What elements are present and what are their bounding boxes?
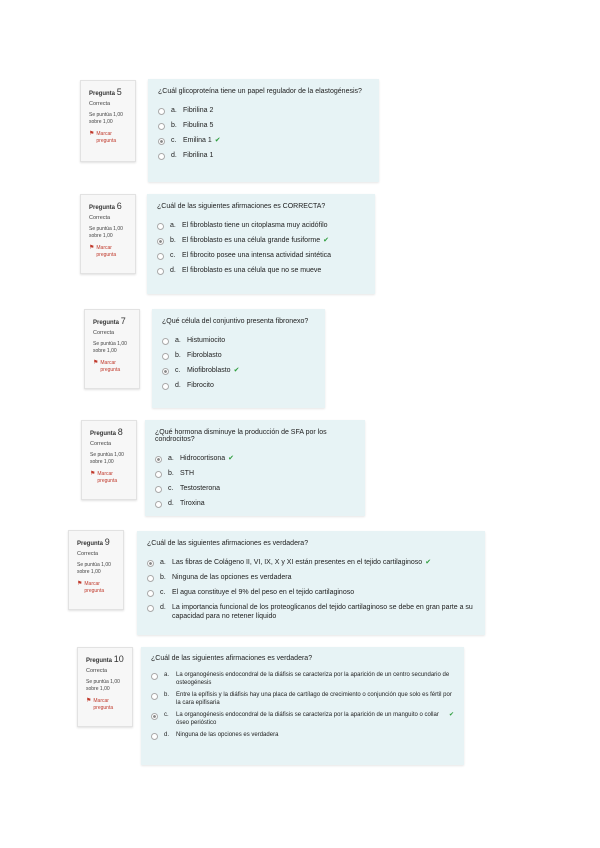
answer-option[interactable]: b. STH: [155, 469, 355, 478]
answer-option[interactable]: a. La organogénesis endocondral de la diáfisis se caracteriza por la aparición de un centro secundario de osteogénesis: [151, 671, 454, 687]
question-state: Correcta: [90, 441, 112, 447]
question-number: Pregunta 7: [93, 316, 126, 326]
question-content-7: [152, 309, 325, 408]
flag-icon: ⚑: [77, 581, 83, 587]
flag-question-button[interactable]: ⚑ Marcar pregunta: [77, 581, 105, 594]
answer-option[interactable]: b. Entre la epífisis y la diáfisis hay una placa de cartílago de crecimiento o conjunción que solo es fértil por la cara epifisaria: [151, 691, 454, 707]
question-state: Correcta: [89, 101, 111, 107]
answer-option[interactable]: c. La organogénesis endocondral de la diáfisis se caracteriza por la aparición de un manguito o collar óseo perióstico ✔: [151, 711, 454, 727]
flag-question-button[interactable]: ⚑ Marcar pregunta: [93, 360, 121, 373]
answer-option[interactable]: a. Hidrocortisona ✔: [155, 454, 355, 463]
flag-icon: ⚑: [93, 360, 99, 366]
question-text: ¿Qué célula del conjuntivo presenta fibronexo?: [162, 318, 309, 325]
question-number: Pregunta 10: [86, 654, 124, 664]
radio-button[interactable]: [155, 501, 162, 508]
radio-button-selected[interactable]: [157, 238, 164, 245]
radio-button[interactable]: [151, 673, 158, 680]
question-state: Correcta: [89, 215, 111, 221]
question-number: Pregunta 8: [90, 427, 123, 437]
question-info-7: [84, 309, 140, 389]
radio-button[interactable]: [147, 605, 154, 612]
answer-option[interactable]: a. El fibroblasto tiene un citoplasma muy acidófilo: [157, 221, 365, 230]
answer-option[interactable]: b. Ninguna de las opciones es verdadera: [147, 573, 475, 582]
flag-icon: ⚑: [89, 245, 95, 251]
question-content-10: [141, 647, 464, 765]
answer-option[interactable]: b. Fibroblasto: [162, 351, 315, 360]
flag-question-button[interactable]: ⚑ Marcar pregunta: [89, 131, 117, 144]
answer-option[interactable]: b. Fibulina 5: [158, 121, 369, 130]
question-text: ¿Cuál de las siguientes afirmaciones es verdadera?: [147, 540, 309, 547]
correct-check-icon: ✔: [448, 712, 454, 718]
correct-check-icon: ✔: [233, 367, 240, 374]
question-grade: Se puntúa 1,00 sobre 1,00: [77, 562, 111, 575]
question-info-6: [80, 194, 136, 274]
question-text: ¿Cuál de las siguientes afirmaciones es CORRECTA?: [157, 203, 326, 210]
radio-button[interactable]: [162, 383, 169, 390]
question-grade: Se puntúa 1,00 sobre 1,00: [89, 226, 123, 239]
flag-icon: ⚑: [90, 471, 96, 477]
radio-button-selected[interactable]: [151, 713, 158, 720]
flag-icon: ⚑: [86, 698, 92, 704]
radio-button[interactable]: [162, 338, 169, 345]
radio-button[interactable]: [147, 575, 154, 582]
radio-button[interactable]: [151, 733, 158, 740]
radio-button-selected[interactable]: [162, 368, 169, 375]
correct-check-icon: ✔: [323, 237, 330, 244]
answer-option[interactable]: d. Fibrilina 1: [158, 151, 369, 160]
answer-option[interactable]: d. Ninguna de las opciones es verdadera: [151, 731, 454, 740]
radio-button-selected[interactable]: [147, 560, 154, 567]
correct-check-icon: ✔: [425, 559, 432, 566]
question-info-5: [80, 80, 136, 162]
question-number: Pregunta 6: [89, 201, 122, 211]
question-text: ¿Cuál glicoproteína tiene un papel regulador de la elastogénesis?: [158, 88, 362, 95]
answer-option[interactable]: c. Testosterona: [155, 484, 355, 493]
answer-option[interactable]: d. El fibroblasto es una célula que no se mueve: [157, 266, 365, 275]
question-number: Pregunta 9: [77, 537, 110, 547]
question-grade: Se puntúa 1,00 sobre 1,00: [90, 452, 124, 465]
answer-option[interactable]: c. El agua constituye el 9% del peso en el tejido cartilaginoso: [147, 588, 475, 597]
radio-button[interactable]: [157, 253, 164, 260]
question-content-8: [145, 420, 365, 516]
question-content-5: [148, 79, 379, 182]
radio-button[interactable]: [157, 268, 164, 275]
question-content-9: [137, 531, 485, 635]
answer-option[interactable]: a. Fibrilina 2: [158, 106, 369, 115]
correct-check-icon: ✔: [214, 137, 221, 144]
flag-question-button[interactable]: ⚑ Marcar pregunta: [86, 698, 114, 711]
radio-button[interactable]: [158, 153, 165, 160]
radio-button[interactable]: [158, 108, 165, 115]
answer-option[interactable]: d. La importancia funcional de los proteoglicanos del tejido cartilaginoso se debe en gran parte a su capacidad para no retener líquido: [147, 603, 475, 621]
flag-question-button[interactable]: ⚑ Marcar pregunta: [90, 471, 118, 484]
question-grade: Se puntúa 1,00 sobre 1,00: [89, 112, 123, 125]
question-grade: Se puntúa 1,00 sobre 1,00: [86, 679, 120, 692]
question-info-9: [68, 530, 124, 610]
radio-button[interactable]: [151, 693, 158, 700]
radio-button[interactable]: [158, 123, 165, 130]
correct-check-icon: ✔: [228, 455, 235, 462]
radio-button[interactable]: [147, 590, 154, 597]
question-content-6: [147, 194, 375, 294]
answer-option[interactable]: a. Las fibras de Colágeno II, VI, IX, X y XI están presentes en el tejido cartilaginoso ✔: [147, 558, 475, 567]
answer-option[interactable]: c. El fibrocito posee una intensa actividad sintética: [157, 251, 365, 260]
answer-option[interactable]: c. Emilina 1 ✔: [158, 136, 369, 145]
radio-button[interactable]: [155, 486, 162, 493]
radio-button[interactable]: [155, 471, 162, 478]
radio-button[interactable]: [157, 223, 164, 230]
radio-button-selected[interactable]: [158, 138, 165, 145]
question-info-10: [77, 647, 133, 727]
question-text: ¿Qué hormona disminuye la producción de SFA por los condrocitos?: [155, 429, 327, 443]
radio-button[interactable]: [162, 353, 169, 360]
question-state: Correcta: [93, 330, 115, 336]
flag-icon: ⚑: [89, 131, 95, 137]
radio-button-selected[interactable]: [155, 456, 162, 463]
flag-question-button[interactable]: ⚑ Marcar pregunta: [89, 245, 117, 258]
answer-option[interactable]: d. Fibrocito: [162, 381, 315, 390]
question-text: ¿Cuál de las siguientes afirmaciones es verdadera?: [151, 655, 313, 662]
question-grade: Se puntúa 1,00 sobre 1,00: [93, 341, 127, 354]
answer-option[interactable]: c. Miofibroblasto ✔: [162, 366, 315, 375]
question-state: Correcta: [77, 551, 99, 557]
answer-option[interactable]: d. Tiroxina: [155, 499, 355, 508]
question-info-8: [81, 420, 137, 500]
question-state: Correcta: [86, 668, 108, 674]
answer-option[interactable]: a. Histumiocito: [162, 336, 315, 345]
question-number: Pregunta 5: [89, 87, 122, 97]
answer-option[interactable]: b. El fibroblasto es una célula grande fusiforme ✔: [157, 236, 365, 245]
